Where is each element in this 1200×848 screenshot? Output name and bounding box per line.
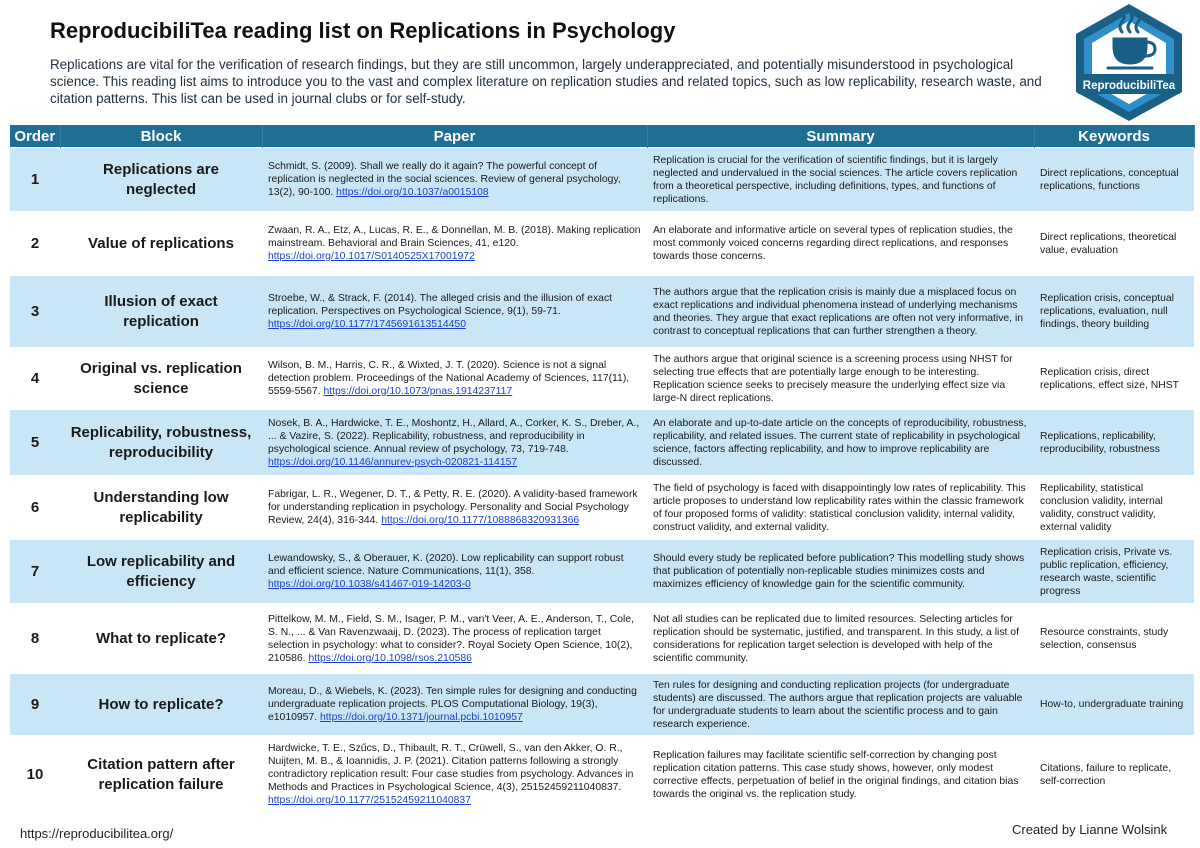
row-paper [262,540,647,604]
paper-citation: Stroebe, W., & Strack, F. (2014). The alleged crisis and the illusion of exact replication. Perspectives on Psychological Science, 9(1), 59-71. [268,293,613,317]
row-summary: Replication failures may facilitate scientific self-correction by changing post replication citation patterns. This case study shows, however, only modest corrective effects, perpetuation of belief in the original findings, and citation bias towards the original vs. the replication study. [647,736,1034,814]
row-keywords: How-to, undergraduate training [1034,674,1194,736]
table-header-row [10,125,1194,148]
doi-link[interactable]: https://doi.org/10.1098/rsos.210586 [308,652,472,664]
row-keywords: Replication crisis, conceptual replications, evaluation, null findings, theory building [1034,276,1194,348]
row-paper [262,276,647,348]
row-paper [262,212,647,276]
row-paper [262,736,647,814]
paper-citation: Nosek, B. A., Hardwicke, T. E., Moshontz, H., Allard, A., Corker, K. S., Dreber, A., ... & Vazire, S. (2022). Replicability, robustness, and reproducibility in psychological science. Annual review of psychology, 73, 719-748. [268,417,640,455]
doi-link[interactable]: https://doi.org/10.1037/a0015108 [336,187,489,198]
row-summary: An elaborate and up-to-date article on the concepts of reproducibility, robustness, replicability, and related issues. The current state of replicability in psychological science, factors affecting replicability, and how to improve replicability are discussed. [647,410,1034,476]
paper-citation: Schmidt, S. (2009). Shall we really do it again? The powerful concept of replication is neglected in the social sciences. Review of general psychology, 13(2), 90-100. [268,161,621,198]
doi-link[interactable]: https://doi.org/10.1177/25152459211040837 [268,795,471,807]
paper-citation: Fabrigar, L. R., Wegener, D. T., & Petty, R. E. (2020). A validity-based framework for understanding replication in psychology. Personality and Social Psychology Review, 24(4), 316-344. [268,489,638,526]
row-summary: Not all studies can be replicated due to limited resources. Selecting articles for replication should be systematic, justified, and transparent. In this study, a list of considerations for replication target selection is developed with help of the scientific community. [647,604,1034,674]
row-paper [262,476,647,540]
row-order: 2 [10,212,60,276]
row-keywords: Replicability, statistical conclusion validity, internal validity, construct validity, external validity [1034,476,1194,540]
paper-citation: Zwaan, R. A., Etz, A., Lucas, R. E., & Donnellan, M. B. (2018). Making replication mainstream. Behavioral and Brain Sciences, 41, e120. [268,225,641,249]
row-order: 3 [10,276,60,348]
footer-credit: Created by Lianne Wolsink [1012,822,1168,837]
row-order: 10 [10,736,60,814]
row-block: How to replicate? [60,674,262,736]
table-row [10,212,1194,276]
paper-citation: Wilson, B. M., Harris, C. R., & Wixted, J. T. (2020). Science is not a signal detection problem. Proceedings of the National Academy of Sciences, 117(11), 5559-5567. [268,360,630,397]
row-summary: The field of psychology is faced with disappointingly low rates of replicability. This article proposes to understand low replicability rates within the classic framework of four proposed forms of validity: statistical conclusion validity, internal validity, construct validity, and external validity. [647,476,1034,540]
row-block: Low replicability and efficiency [60,540,262,604]
table-row [10,276,1194,348]
row-keywords: Replication crisis, direct replications, effect size, NHST [1034,348,1194,410]
table-row [10,148,1194,212]
row-keywords: Resource constraints, study selection, consensus [1034,604,1194,674]
row-block: Value of replications [60,212,262,276]
table-row [10,476,1194,540]
row-paper [262,148,647,212]
table-row [10,736,1194,814]
row-keywords: Citations, failure to replicate, self-correction [1034,736,1194,814]
page-title: ReproducibiliTea reading list on Replications in Psychology [50,18,676,43]
row-keywords: Direct replications, theoretical value, evaluation [1034,212,1194,276]
paper-citation: Moreau, D., & Wiebels, K. (2023). Ten simple rules for designing and conducting undergraduate replication projects. PLOS Computational Biology, 19(3), e1010957. [268,686,637,723]
row-order: 9 [10,674,60,736]
row-keywords: Direct replications, conceptual replications, functions [1034,148,1194,212]
row-order: 5 [10,410,60,476]
row-block: Replicability, robustness, reproducibility [60,410,262,476]
row-keywords: Replication crisis, Private vs. public replication, efficiency, research waste, scientific progress [1034,540,1194,604]
row-block: Replications are neglected [60,148,262,212]
table-row [10,410,1194,476]
doi-link[interactable]: https://doi.org/10.1371/journal.pcbi.1010957 [320,712,523,723]
row-paper [262,604,647,674]
doi-link[interactable]: https://doi.org/10.1017/S0140525X17001972 [268,251,475,262]
paper-citation: Pittelkow, M. M., Field, S. M., Isager, P. M., van't Veer, A. E., Anderson, T., Cole, S. N., ... & Van Ravenzwaaij, D. (2023). The process of replication target selection in psychology: what to consider?. Royal Society Open Science, 10(2), 210586. [268,613,635,664]
table-row [10,348,1194,410]
column-header-paper: Paper [262,125,647,148]
row-summary: Replication is crucial for the verification of scientific findings, but it is largely neglected and undervalued in the social sciences. The article covers replication from a theoretical perspective, including definitions, types, and functions of replications. [647,148,1034,212]
row-summary: The authors argue that original science is a screening process using NHST for selecting true effects that are potentially large enough to be interesting. Replication science seeks to precisely measure the underlying effect size via large-N direct replications. [647,348,1034,410]
column-header-summary: Summary [647,125,1034,148]
row-order: 7 [10,540,60,604]
doi-link[interactable]: https://doi.org/10.1073/pnas.1914237117 [323,386,513,397]
column-header-order: Order [10,125,60,148]
row-summary: An elaborate and informative article on several types of replication studies, the most commonly voiced concerns regarding direct replications, and responses towards those concerns. [647,212,1034,276]
doi-link[interactable]: https://doi.org/10.1177/1745691613514450 [268,319,466,330]
logo-text: ReproducibiliTea [1082,80,1176,92]
reproducibilitea-logo [1068,2,1190,122]
row-order: 1 [10,148,60,212]
row-block: Understanding low replicability [60,476,262,540]
row-keywords: Replications, replicability, reproducibility, robustness [1034,410,1194,476]
paper-citation: Hardwicke, T. E., Szűcs, D., Thibault, R. T., Crüwell, S., van den Akker, O. R., Nuijten, M. B., & Ioannidis, J. P. (2021). Citation patterns following a strongly contradictory replication result: Four case studies from psychology. Advances in Methods and Practices in Psychological Science, 4(3), 25152459211040837. [268,743,634,794]
doi-link[interactable]: https://doi.org/10.1146/annurev-psych-020821-114157 [268,456,518,468]
column-header-keywords: Keywords [1034,125,1194,148]
row-summary: Should every study be replicated before publication? This modelling study shows that publication of potentially non-replicable studies minimizes costs and maximizes efficiency of knowledge gain for the scientific community. [647,540,1034,604]
reading-list-table [10,125,1195,814]
intro-paragraph: Replications are vital for the verification of research findings, but they are still uncommon, largely underappreciated, and potentially misunderstood in psychological science. This reading list aims to introduce you to the vast and complex literature on replication studies and related topics, such as low replicability, research waste, and citation patterns. This list can be used in journal clubs or for self-study. [50,57,1042,106]
table-row [10,674,1194,736]
row-order: 8 [10,604,60,674]
row-order: 4 [10,348,60,410]
column-header-block: Block [60,125,262,148]
doi-link[interactable]: https://doi.org/10.1177/1088868320931366 [381,515,580,526]
row-block: What to replicate? [60,604,262,674]
row-summary: Ten rules for designing and conducting replication projects (for undergraduate students) are discussed. The authors argue that replication projects are valuable for undergraduate students to learn about the scientific process and to gain research experience. [647,674,1034,736]
table-row [10,540,1194,604]
row-paper [262,348,647,410]
row-order: 6 [10,476,60,540]
doi-link[interactable]: https://doi.org/10.1038/s41467-019-14203-0 [268,579,471,590]
row-paper [262,674,647,736]
table-row [10,604,1194,674]
paper-citation: Lewandowsky, S., & Oberauer, K. (2020). Low replicability can support robust and efficient science. Nature Communications, 11(1), 358. [268,553,624,577]
row-block: Original vs. replication science [60,348,262,410]
row-block: Illusion of exact replication [60,276,262,348]
footer-website-url: https://reproducibilitea.org/ [20,826,174,841]
row-summary: The authors argue that the replication crisis is mainly due a misplaced focus on exact replications and individual phenomena instead of underlying mechanisms and theories. They argue that exact replications are often not very informative, in contrast to conceptual replications that can further strengthen a theory. [647,276,1034,348]
row-paper [262,410,647,476]
row-block: Citation pattern after replication failure [60,736,262,814]
